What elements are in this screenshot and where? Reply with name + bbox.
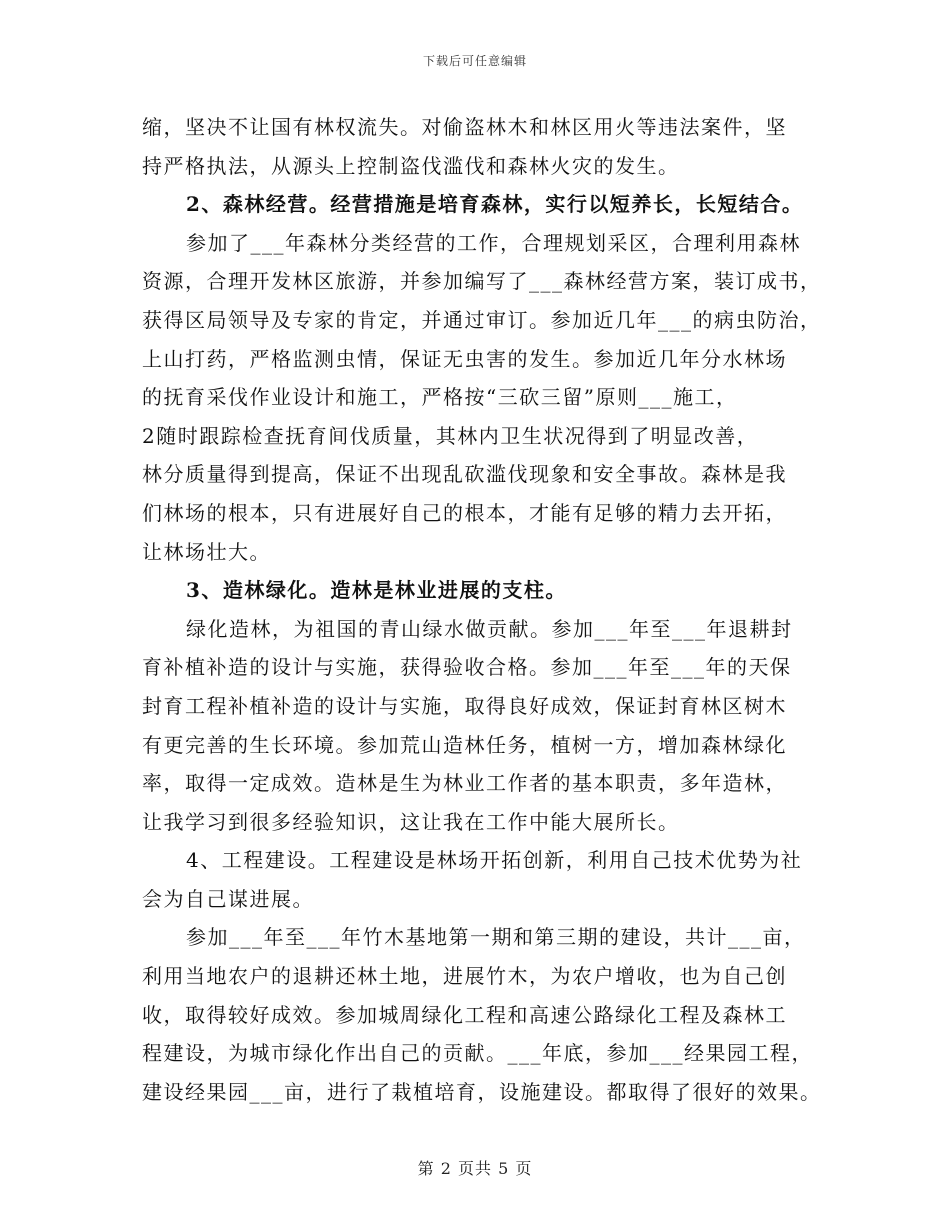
page-footer: 第 2 页共 5 页 [417, 1159, 533, 1178]
text-line: 率，取得一定成效。造林是生为林业工作者的基本职责，多年造林， [142, 771, 787, 796]
text-line: 育补植补造的设计与实施，获得验收合格。参加___年至___年的天保 [142, 655, 792, 680]
text-line: 们林场的根本，只有进展好自己的根本，才能有足够的精力去开拓， [142, 500, 787, 525]
section-heading: 3、造林绿化。造林是林业进展的支柱。 [186, 578, 567, 603]
text-line: 的抚育采伐作业设计和施工，严格按“三砍三留”原则___施工， [142, 385, 738, 410]
text-line: 绿化造林，为祖国的青山绿水做贡献。参加___年至___年退耕封 [186, 616, 793, 641]
document-body [142, 108, 822, 1111]
text-line: 让我学习到很多经验知识，这让我在工作中能大展所长。 [142, 809, 680, 834]
text-line: 会为自己谋进展。 [142, 886, 314, 911]
text-line: 上山打药，严格监测虫情，保证无虫害的发生。参加近几年分水林场 [142, 346, 787, 371]
section-heading: 4、工程建设。工程建设是林场开拓创新，利用自己技术优势为社 [186, 848, 803, 873]
text-line: 程建设，为城市绿化作出自己的贡献。___年底，参加___经果园工程， [142, 1041, 813, 1066]
text-line: 参加___年至___年竹木基地第一期和第三期的建设，共计___亩， [186, 925, 806, 950]
section-heading: 2、森林经营。经营措施是培育森林，实行以短养长，长短结合。 [186, 192, 804, 217]
text-line: 参加了___年森林分类经营的工作，合理规划采区，合理利用森林 [186, 230, 801, 255]
text-line: 持严格执法，从源头上控制盗伐滥伐和森林火灾的发生。 [142, 153, 680, 178]
text-line: 资源，合理开发林区旅游，并参加编写了___森林经营方案，装订成书， [142, 269, 822, 294]
text-line: 2随时跟踪检查抚育间伐质量，其林内卫生状况得到了明显改善， [142, 423, 759, 448]
text-line: 林分质量得到提高，保证不出现乱砍滥伐现象和安全事故。森林是我 [142, 462, 787, 487]
text-line: 缩，坚决不让国有林权流失。对偷盗林木和林区用火等违法案件，坚 [142, 115, 787, 139]
page-header: 下载后可任意编辑 [422, 54, 527, 68]
text-line: 建设经果园___亩，进行了栽植培育，设施建设。都取得了很好的效果。 [142, 1079, 822, 1104]
text-line: 封育工程补植补造的设计与实施，取得良好成效，保证封育林区树木 [142, 693, 787, 718]
text-line: 获得区局领导及专家的肯定，并通过审订。参加近几年___的病虫防治， [142, 307, 822, 332]
text-line: 利用当地农户的退耕还林土地，进展竹木，为农户增收，也为自己创 [142, 964, 787, 989]
text-line: 有更完善的生长环境。参加荒山造林任务，植树一方，增加森林绿化 [142, 732, 787, 757]
text-line: 让林场壮大。 [142, 539, 271, 564]
text-line: 收，取得较好成效。参加城周绿化工程和高速公路绿化工程及森林工 [142, 1002, 787, 1027]
